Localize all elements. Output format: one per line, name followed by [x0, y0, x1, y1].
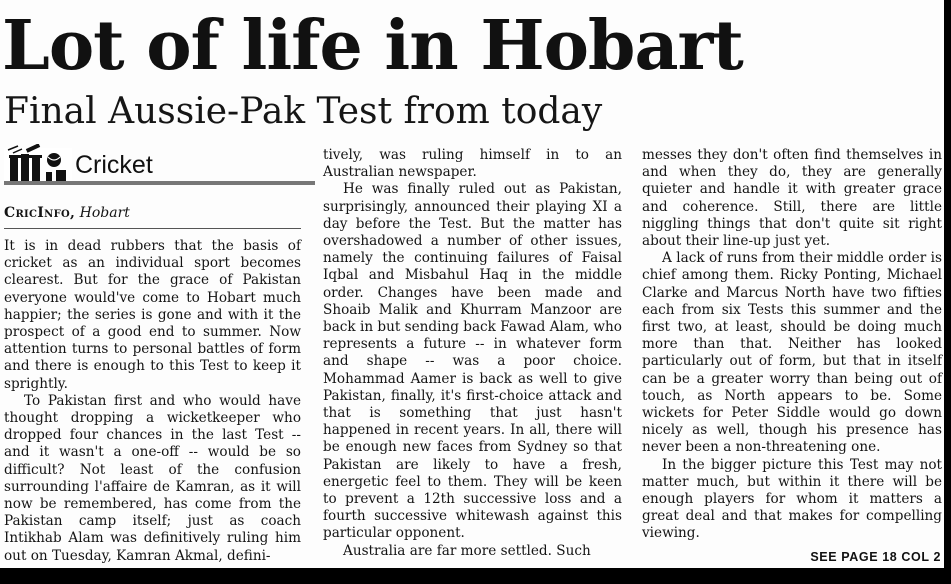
scan-border-right [944, 0, 951, 584]
scan-border-bottom [0, 568, 951, 584]
continuation-note: SEE PAGE 18 COL 2 [810, 550, 941, 564]
section-label: Cricket [75, 151, 153, 179]
byline-place: Hobart [79, 205, 130, 221]
paragraph: A lack of runs from their middle order is chief among them. Ricky Ponting, Michael Clarke and Marcus North have two fifties each from six Tests this summer and the first two, at least, should be doing much more than that. Neither has looked particularly out of form, but that in itself can be a greater worry than being out of touch, as North appears to be. Some wickets for Peter Siddle would go down nicely as well, though his presence has never been a non-threatening one. [642, 250, 942, 456]
paragraph: Australia are far more settled. Such [343, 542, 591, 559]
article-column-3 [642, 147, 942, 543]
cricket-stumps-icon [4, 144, 314, 186]
paragraph: To Pakistan first and who would have thought dropping a wicketkeeper who dropped four chances in the last Test -- and it wasn't a one-off -- would be so difficult? Not least of the confusion surrounding l'affaire de Kamran, as it will now be remembered, has come from the Pakistan camp itself; just as coach Intikhab Alam was definitively ruling him out on Tuesday, Kamran Akmal, defini- [4, 392, 301, 564]
article-column-1 [4, 238, 301, 565]
paragraph: In the bigger picture this Test may not matter much, but within it there will be enough players for whom it matters a great deal and that makes for compelling viewing. [642, 456, 942, 542]
paragraph: tively, was ruling himself in to an Australian newspaper. [323, 147, 622, 181]
subheadline: Final Aussie-Pak Test from today [4, 91, 603, 132]
section-rule [4, 181, 315, 185]
headline: Lot of life in Hobart [2, 6, 743, 86]
byline [4, 203, 130, 223]
paragraph: It is in dead rubbers that the basis of cricket as an individual sport becomes clearest. But for the grace of Pakistan everyone would've come to Hobart much happier; the series is gone and with it the prospect of a good end to summer. Now attention turns to personal battles of form and there is enough to this Test to keep it sprightly. [4, 238, 301, 392]
paragraph: He was finally ruled out as Pakistan, surprisingly, announced their playing XI a day before the Test. But the matter has overshadowed a number of other issues, namely the continuing failures of Faisal Iqbal and Misbahul Haq in the middle order. Changes have been made and Shoaib Malik and Khurram Manzoor are back in but sending back Fawad Alam, who represents a future -- in whatever form and shape -- was a poor choice. Mohammad Aamer is back as well to give Pakistan, finally, it's first-choice attack and that is something that just hasn't happened in recent years. In all, there will be enough new faces from Sydney so that Pakistan are likely to have a fresh, energetic feel to them. They will be keen to prevent a 12th successive loss and a fourth successive whitewash against this particular opponent. [323, 181, 622, 542]
byline-rule [4, 228, 301, 229]
byline-source: CricInfo, [4, 205, 76, 221]
article-column-2 [323, 147, 622, 560]
paragraph: messes they don't often find themselves in and when they do, they are generally quieter and handle it with greater grace and coherence. Still, there are little niggling things that don't quite sit right about their line-up just yet. [642, 147, 942, 250]
